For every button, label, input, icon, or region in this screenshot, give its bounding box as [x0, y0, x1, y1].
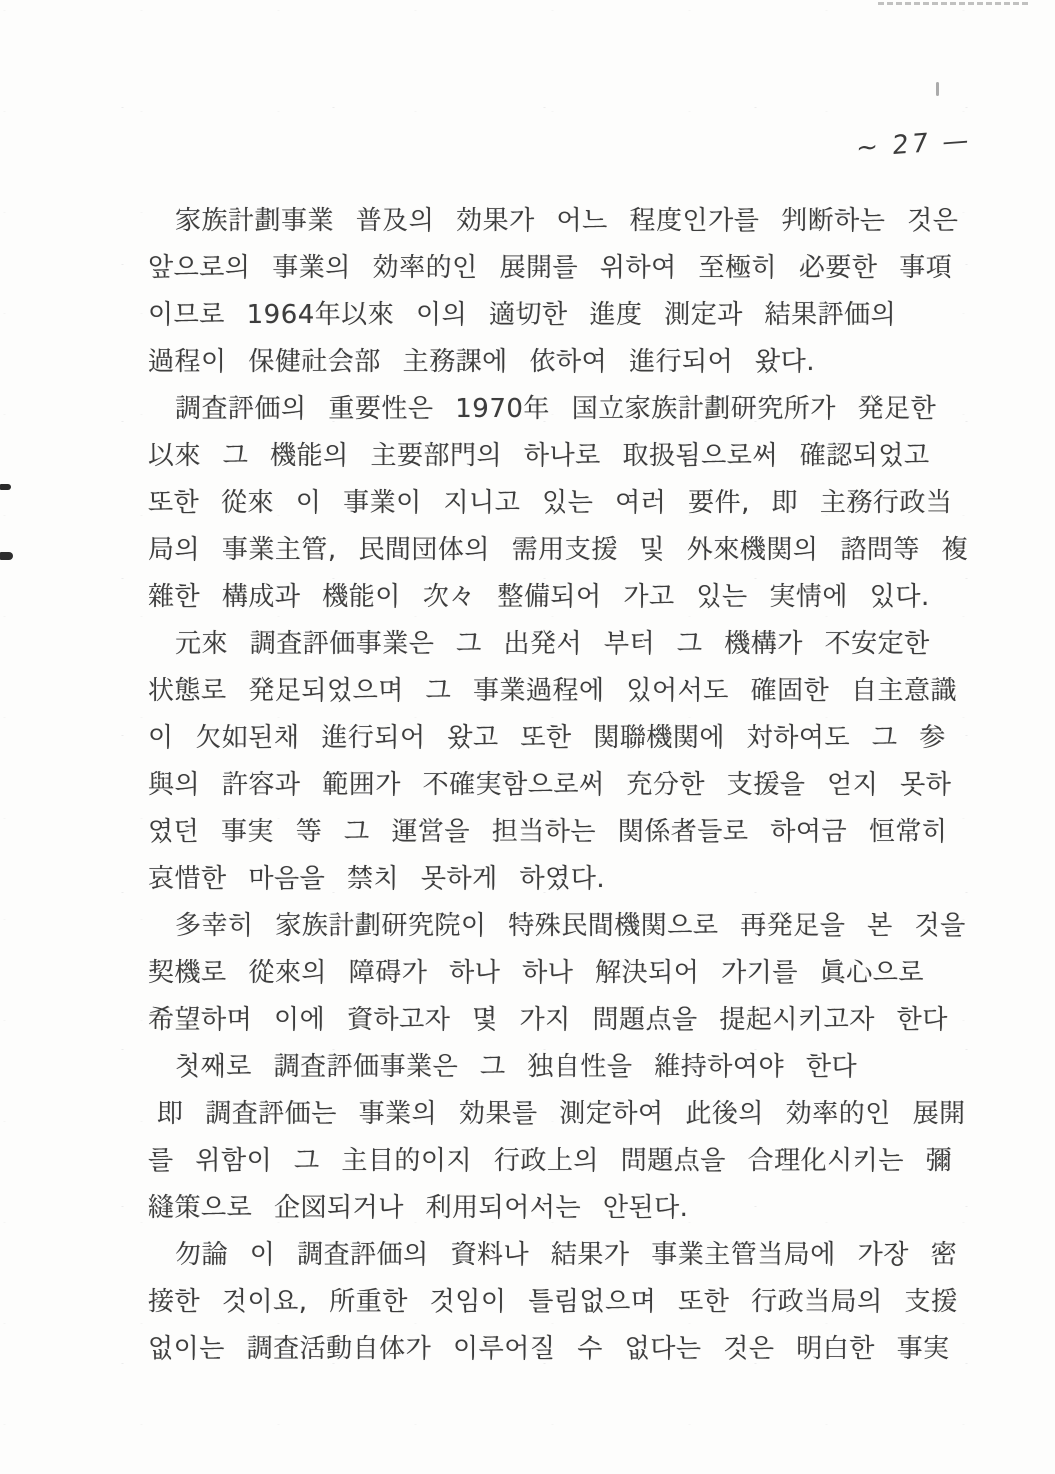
text-line: 앞으로의 事業의 効率的인 展開를 위하여 至極히 必要한 事項	[148, 253, 953, 283]
text-line: 即 調査評価는 事業의 効果를 測定하여 此後의 効率的인 展開	[157, 1099, 966, 1129]
text-line: 雜한 構成과 機能이 次々 整備되어 가고 있는 実情에 있다.	[148, 582, 930, 612]
text-line: 元來 調査評価事業은 그 出発서 부터 그 機構가 不安定한	[175, 629, 930, 659]
scan-artifact-corner-dashes	[878, 2, 1028, 5]
text-line: 哀惜한 마음을 禁치 못하게 하였다.	[148, 864, 606, 894]
text-line: 家族計劃事業 普及의 効果가 어느 程度인가를 判断하는 것은	[175, 206, 959, 236]
text-line: 縫策으로 企図되거나 利用되어서는 안된다.	[148, 1193, 689, 1223]
text-line: 過程이 保健社会部 主務課에 依하여 進行되어 왔다.	[148, 347, 816, 377]
text-line: 첫째로 調査評価事業은 그 独自性을 維持하여야 한다	[175, 1052, 858, 1082]
text-line: 以來 그 機能의 主要部門의 하나로 取扱됨으로써 確認되었고	[148, 441, 930, 471]
text-line: 多幸히 家族計劃研究院이 特殊民間機関으로 再発足을 본 것을	[175, 911, 966, 941]
text-line: 希望하며 이에 資하고자 몇 가지 問題点을 提起시키고자 한다	[148, 1005, 948, 1035]
text-line: 調査評価의 重要性은 1970年 国立家族計劃研究所가 発足한	[175, 394, 937, 424]
text-line: 勿論 이 調査評価의 資料나 結果가 事業主管当局에 가장 密	[175, 1240, 958, 1270]
text-line: 接한 것이요, 所重한 것임이 틀림없으며 또한 行政当局의 支援	[148, 1287, 958, 1317]
scan-artifact-edge-mark	[0, 552, 13, 560]
text-line: 이므로 1964年以來 이의 適切한 進度 測定과 結果評価의	[148, 300, 897, 330]
text-line: 또한 從來 이 事業이 지니고 있는 여러 要件, 即 主務行政当	[148, 488, 953, 518]
text-line: 없이는 調査活動自体가 이루어질 수 없다는 것은 明白한 事実	[148, 1334, 950, 1364]
text-line: 與의 許容과 範囲가 不確実함으로써 充分한 支援을 얻지 못하	[148, 770, 952, 800]
text-line: 이 欠如된채 進行되어 왔고 또한 関聯機関에 対하여도 그 参	[148, 723, 946, 753]
scan-artifact-edge-mark	[0, 484, 11, 490]
text-line: 局의 事業主管, 民間団体의 需用支援 및 外來機関의 諮問等 複	[148, 535, 969, 565]
document-body	[148, 198, 969, 1373]
scan-artifact-smudge	[936, 82, 939, 96]
text-line: 状態로 発足되었으며 그 事業過程에 있어서도 確固한 自主意識	[148, 676, 957, 706]
text-line: 였던 事実 等 그 運営을 担当하는 関係者들로 하여금 恒常히	[148, 817, 948, 847]
text-line: 契機로 從來의 障碍가 하나 하나 解決되어 가기를 眞心으로	[148, 958, 924, 988]
page-number: ~ 27 —	[855, 125, 973, 164]
text-line: 를 위함이 그 主目的이지 行政上의 問題点을 合理化시키는 彌	[148, 1146, 953, 1176]
